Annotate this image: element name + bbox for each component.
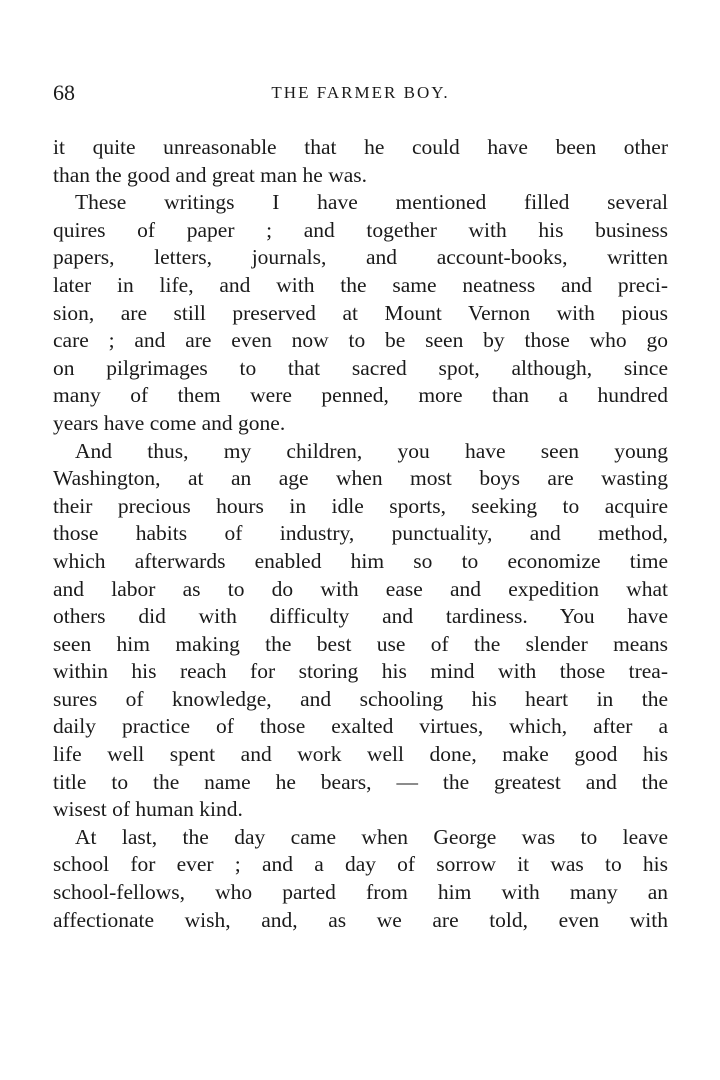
running-title: THE FARMER BOY. [271,83,450,102]
text-line: life well spent and work well done, make good his [53,742,668,767]
text-line: it quite unreasonable that he could have been other [53,135,668,159]
text-line: school for ever ; and a day of sorrow it was to his [53,852,668,877]
text-line: those habits of industry, punctuality, and method, [53,521,668,546]
page-header [53,80,668,110]
text-line: seen him making the best use of the slender means [53,631,668,656]
text-line: within his reach for storing his mind with those trea- [53,659,668,684]
body-text [53,134,668,934]
text-line: papers, letters, journals, and account-books, written [53,245,668,270]
text-line: later in life, and with the same neatness and preci- [53,272,668,297]
text-line: quires of paper ; and together with his business [53,217,668,242]
text-line: which afterwards enabled him so to economize time [53,548,668,573]
text-line: affectionate wish, and, as we are told, even with [53,907,668,932]
text-line: years have come and gone. [53,410,286,435]
text-line: Washington, at an age when most boys are wasting [53,466,668,491]
text-line: sion, are still preserved at Mount Vernon with pious [53,300,668,325]
page-number: 68 [53,80,75,105]
text-line: At last, the day came when George was to leave [75,824,668,849]
text-line: their precious hours in idle sports, seeking to acquire [53,493,668,518]
text-line: school-fellows, who parted from him with many an [53,880,668,905]
text-line: title to the name he bears, — the greatest and the [53,769,668,794]
text-line: care ; and are even now to be seen by those who go [53,328,668,353]
text-line: and labor as to do with ease and expedition what [53,576,668,601]
text-line: wisest of human kind. [53,797,243,822]
text-line: on pilgrimages to that sacred spot, although, since [53,355,668,380]
text-line: These writings I have mentioned filled several [75,190,668,215]
text-line: sures of knowledge, and schooling his heart in the [53,686,668,711]
text-line: than the good and great man he was. [53,162,368,187]
text-line: daily practice of those exalted virtues, which, after a [53,714,668,739]
text-line: others did with difficulty and tardiness. You have [53,604,668,629]
text-line: many of them were penned, more than a hundred [53,383,668,408]
text-line: And thus, my children, you have seen young [75,438,668,463]
